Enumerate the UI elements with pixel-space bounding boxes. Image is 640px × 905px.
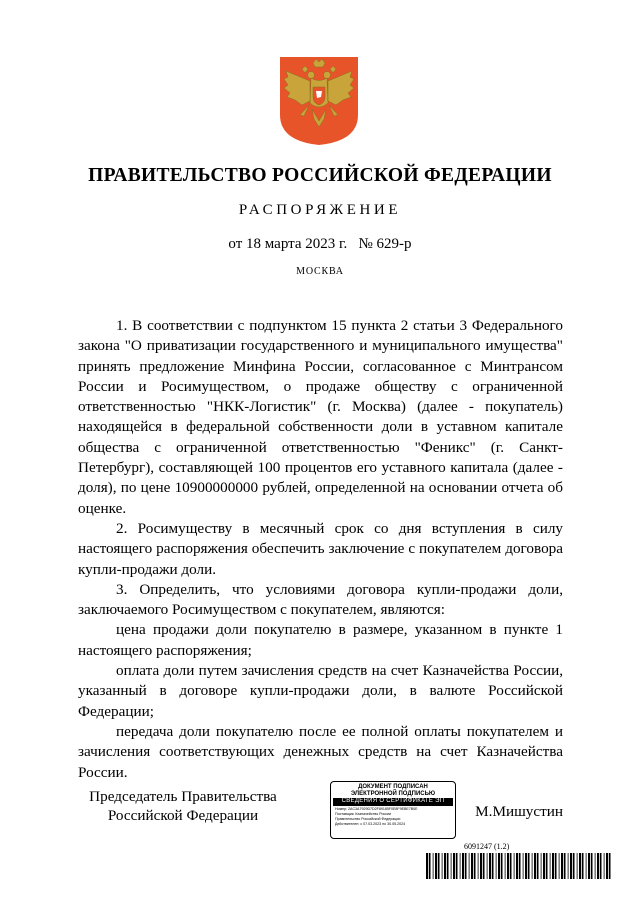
document-type: РАСПОРЯЖЕНИЕ [238,202,402,218]
document-body [78,316,563,783]
stamp-certificate-label: СВЕДЕНИЯ О СЕРТИФИКАТЕ ЭП [333,798,453,806]
stamp-owner: Правительство Российской Федерации [335,816,401,821]
paragraph-3-item-3: передача доли покупателю после ее полной оплаты покупателем и зачисления соответствующих денежных средств на счет Казначейства России. [78,722,563,781]
stamp-line-1: ДОКУМЕНТ ПОДПИСАН [358,784,428,790]
signatory-title-line-1: Председатель Правительства [89,788,277,805]
barcode [426,853,614,879]
coat-of-arms-emblem [278,55,360,147]
paragraph-1: 1. В соответствии с подпунктом 15 пункта 2 статьи 3 Федерального закона "О приватизации государственного и муниципального имущества" принять предложение Минфина России, согласованное с Минтрансом России и Росимуществом, о продаже обществу с ограниченной ответственностью "НКК-Логистик" (г. Москва) (далее - покупатель) находящейся в федеральной собственности доли в уставном капитале общества с ограниченной ответственностью "Феникс" (г. Санкт-Петербург), составляющей 100 процентов его уставного капитала (далее - доля), по цене 10900000000 рублей, определенной на основании отчета об оценке. [78,317,563,517]
signatory-title-line-2: Российской Федерации [107,807,259,824]
electronic-signature-stamp [330,781,456,839]
paragraph-3-item-1: цена продажи доли покупателю в размере, указанном в пункте 1 настоящего распоряжения; [78,621,563,659]
paragraph-3-item-2: оплата доли путем зачисления средств на счет Казначейства России, указанный в договоре купли-продажи доли, в валюте Российской Федерации; [78,662,563,720]
paragraph-2: 2. Росимуществу в месячный срок со дня вступления в силу настоящего распоряжения обеспечить заключение с покупателем договора купли-продажи доли. [78,519,563,578]
signatory-title [78,787,288,825]
document-date: от 18 марта 2023 г. [228,236,348,252]
signer-name: М.Мишустин [475,803,563,820]
document-date-line [0,236,640,253]
document-number: № 629-р [358,236,412,252]
stamp-line-2: ЭЛЕКТРОННОЙ ПОДПИСЬЮ [350,790,436,797]
document-code: 6091247 (1.2) [464,842,510,851]
document-city: МОСКВА [296,266,344,277]
stamp-serial: Номер: 2AC3A7929D7D2F89185F0E8F9EBE7B0E [335,806,418,811]
stamp-validity: Действителен: с 07.03.2023 по 30.05.2024 [335,821,406,826]
paragraph-3: 3. Определить, что условиями договора купли-продажи доли, заключаемого Росимуществом с покупателем, являются: [78,580,563,619]
stamp-issuer: Поставщик: Казначейство России [335,811,392,816]
government-title: ПРАВИТЕЛЬСТВО РОССИЙСКОЙ ФЕДЕРАЦИИ [88,165,552,186]
